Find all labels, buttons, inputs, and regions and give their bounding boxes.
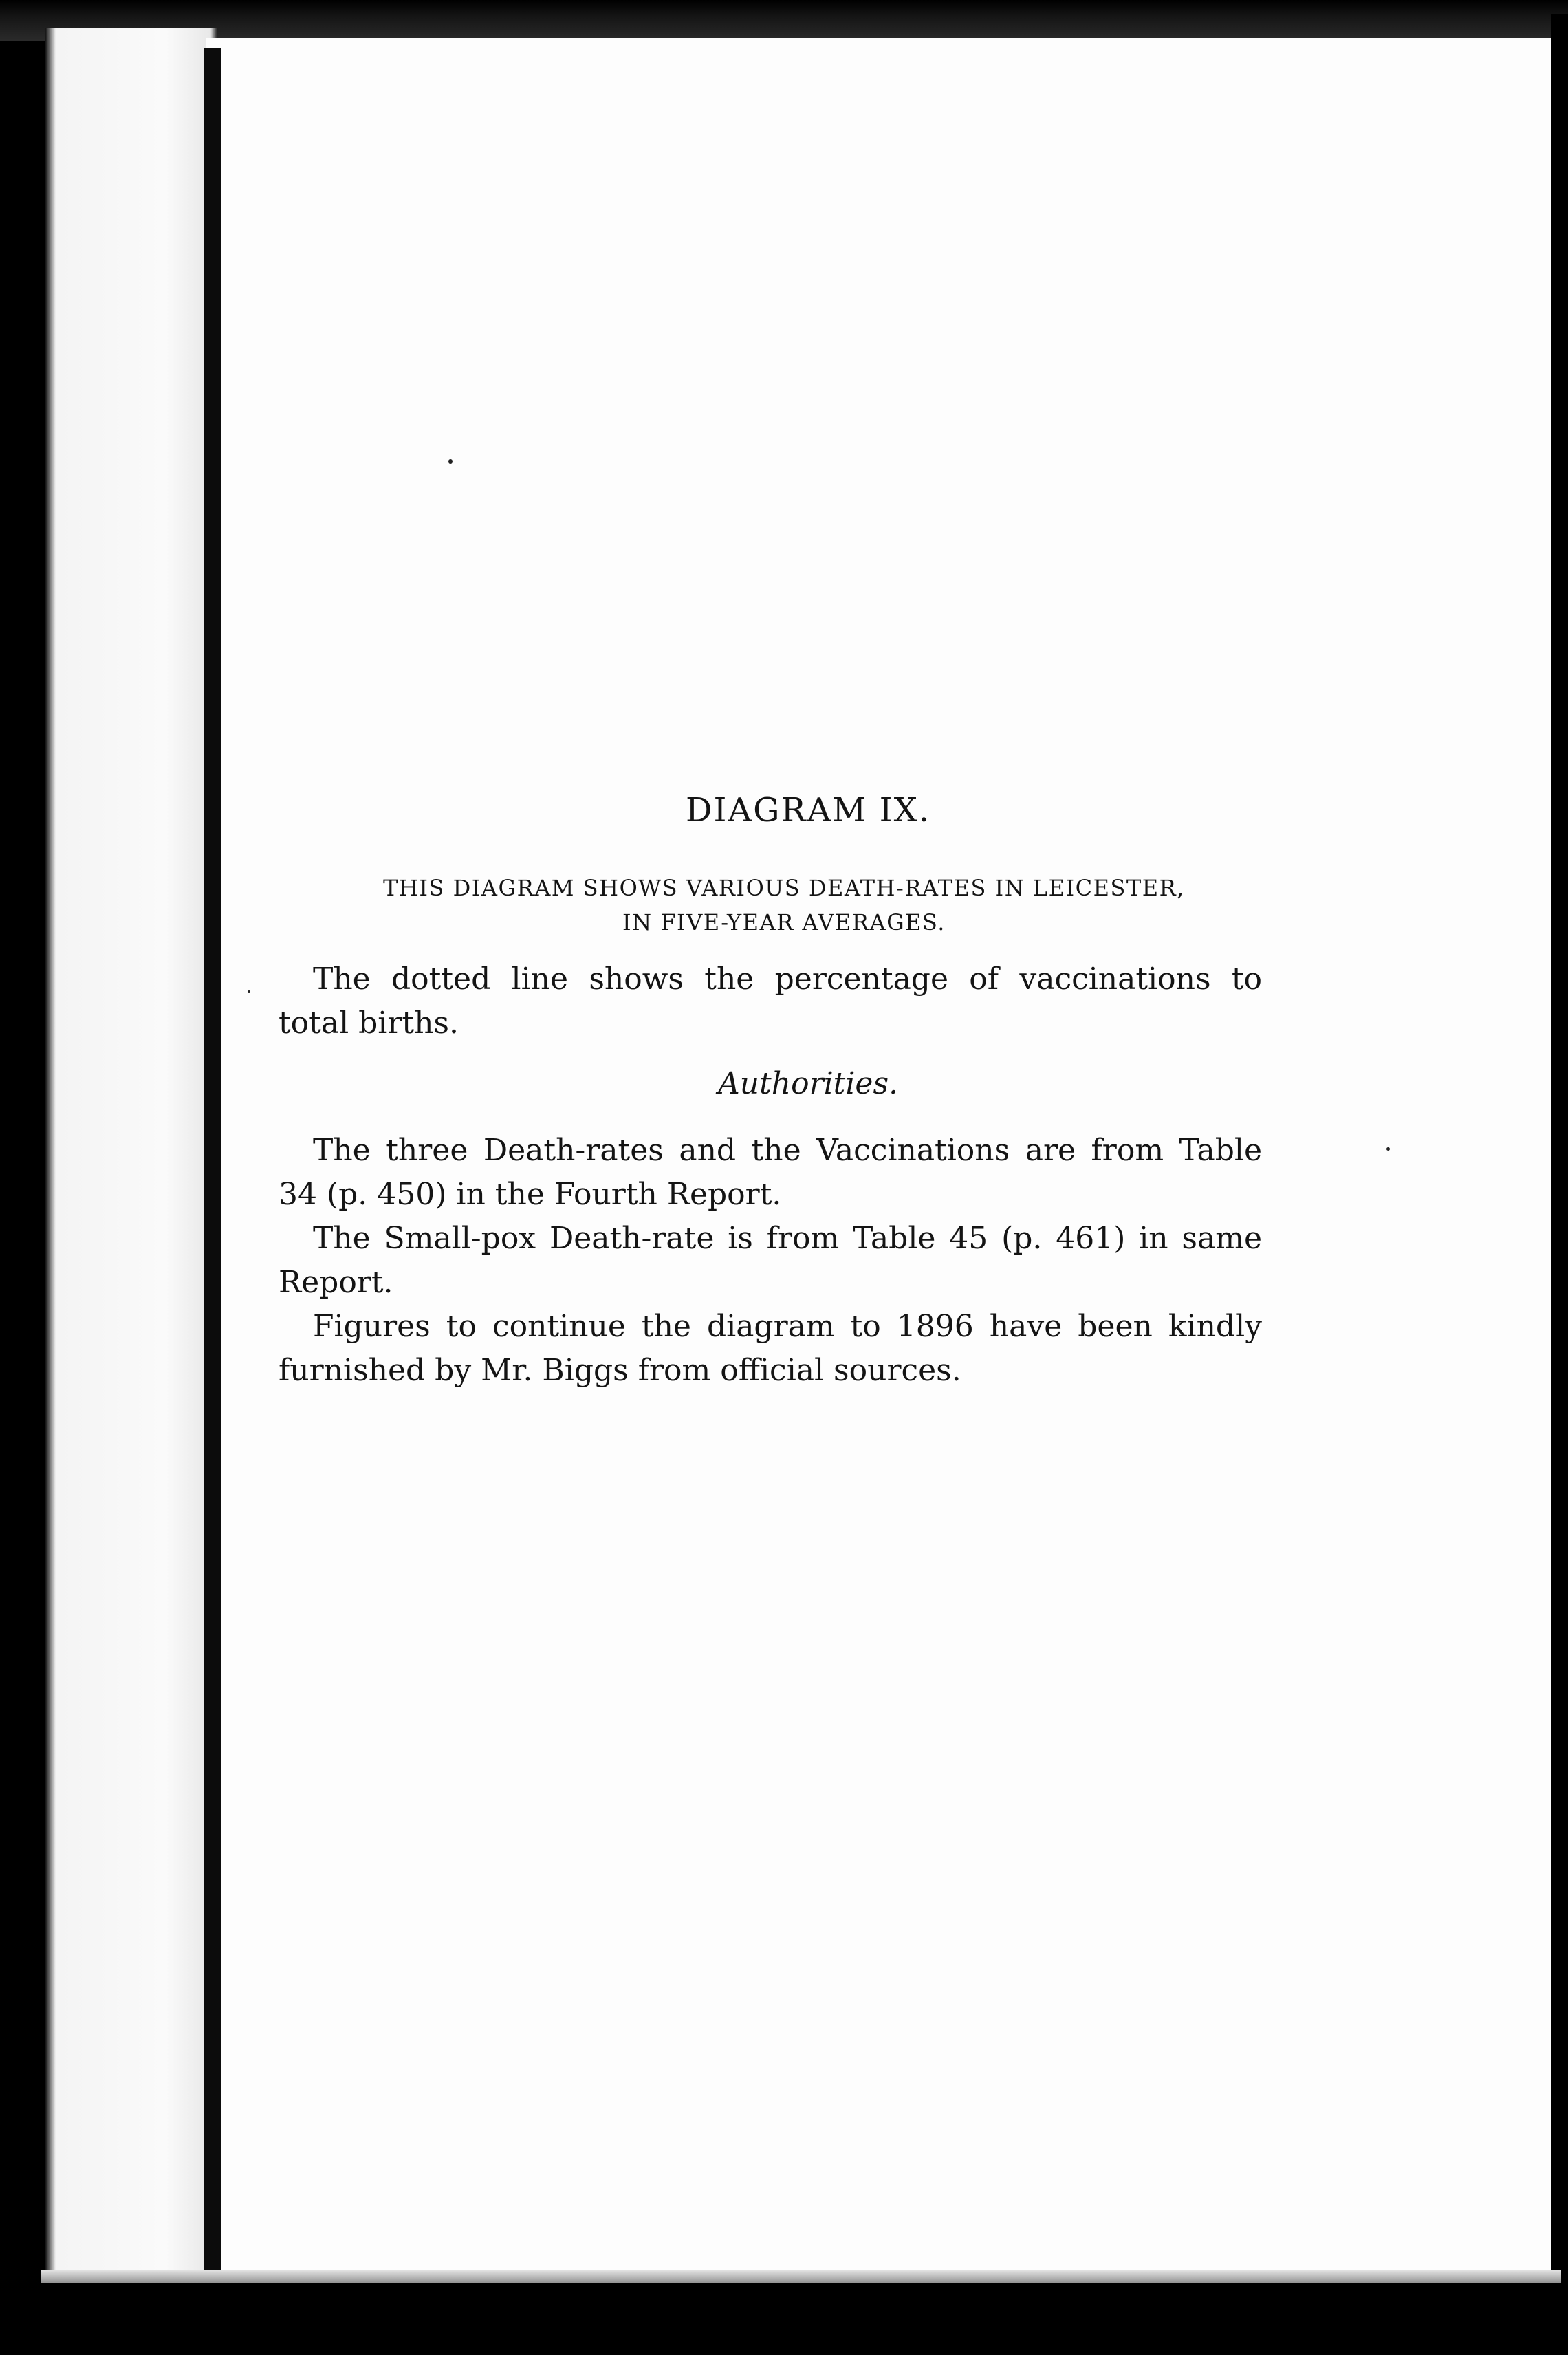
scan-bottom-border [0,2283,1568,2355]
authority-line: The three Death-rates and the Vaccinations are from Table [313,1133,1262,1168]
dust-speck [248,990,250,993]
intro-line-1: The dotted line shows the percentage of vaccinations to [313,962,1262,997]
dust-speck [448,459,453,464]
intro-line-2: total births. [279,1006,459,1041]
subtitle-line-1: THIS DIAGRAM SHOWS VARIOUS DEATH-RATES IN LEICESTER, [383,875,1185,901]
authority-item [279,1305,1262,1393]
scan-right-border [1551,14,1568,2311]
authority-line: furnished by Mr. Biggs from official sources. [279,1353,961,1388]
authority-item [279,1129,1262,1217]
authorities-heading: Authorities. [717,1066,899,1101]
authority-line: 34 (p. 450) in the Fourth Report. [279,1177,782,1212]
page-content [279,791,1262,1393]
authority-line: The Small-pox Death-rate is from Table 45 (p. 461) in same [313,1221,1262,1256]
authority-item [279,1217,1262,1305]
authority-line: Report. [279,1265,393,1300]
authority-line: Figures to continue the diagram to 1896 have been kindly [313,1309,1262,1344]
binding-shadow [45,28,217,2290]
intro-paragraph [279,957,1262,1045]
binding-edge [204,48,221,2290]
diagram-title: DIAGRAM IX. [685,791,931,829]
scan-top-border [0,0,1568,41]
dust-speck [1386,1147,1390,1151]
diagram-subtitle [279,871,1262,940]
subtitle-line-2: IN FIVE-YEAR AVERAGES. [622,909,946,935]
